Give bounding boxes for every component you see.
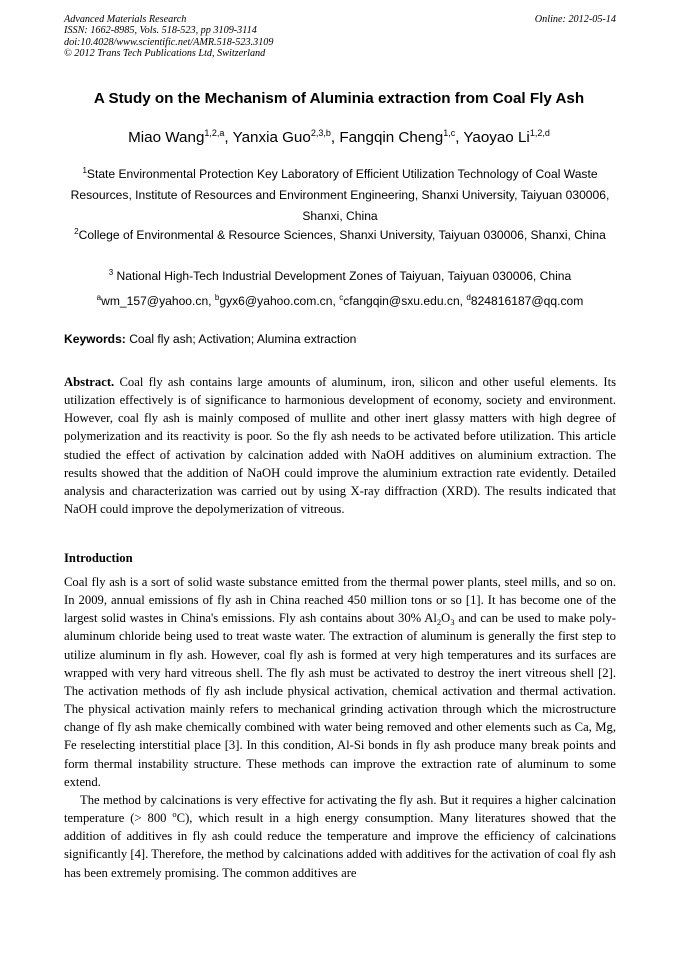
author-emails: $^a$wm_157@yahoo.cn, $^b$gyx6@yahoo.com.cn, $^c$cfangqin@sxu.edu.cn, $^d$824816187@qq.com bbox=[96, 293, 584, 308]
paper-title: A Study on the Mechanism of Aluminia extraction from Coal Fly Ash bbox=[93, 90, 585, 107]
affiliation-1: $^1$State Environmental Protection Key Laboratory of Efficient Utilization Technology of Coal Waste Resources, Institute of Resources and Environment Engineering, Shanxi University, Taiyuan 030006, Shanxi, China bbox=[70, 166, 610, 223]
section-heading: Introduction bbox=[64, 551, 133, 565]
author: Yanxia Guo$^{2,3,b}$, bbox=[232, 128, 340, 146]
author: Yaoyao Li$^{1,2,d}$ bbox=[463, 128, 550, 146]
abstract bbox=[64, 373, 616, 518]
keywords bbox=[64, 331, 616, 348]
copyright-line: © 2012 Trans Tech Publications Ltd, Switzerland bbox=[64, 48, 266, 60]
affiliation-2: $^2$College of Environmental & Resource Sciences, Shanxi University, Taiyuan 030006, Shanxi, China bbox=[74, 227, 606, 242]
online-date: Online: 2012-05-14 bbox=[534, 14, 616, 25]
affiliation-3: $^3$ National High-Tech Industrial Development Zones of Taiyuan, Taiyuan 030006, China bbox=[108, 268, 572, 283]
email-link[interactable]: 824816187@qq.com bbox=[470, 294, 584, 308]
issn-line: ISSN: 1662-8985, Vols. 518-523, pp 3109-3114 bbox=[64, 25, 257, 37]
abstract-label: Abstract. bbox=[64, 375, 115, 389]
paragraph: The method by calcinations is very effective for activating the fly ash. But it requires a higher calcination temperature (> 800 $^o$C), which result in a high energy consumption. Many literatures showed that the addition of additives in fly ash could reduce the temperature and improve the efficiency of calcinations significantly [4]. Therefore, the method by calcinations added with additives for the activation of coal fly ash has been extremely promising. The common additives are bbox=[64, 792, 616, 880]
email-link[interactable]: gyx6@yahoo.com.cn, bbox=[219, 294, 340, 308]
keywords-text: Coal fly ash; Activation; Alumina extraction bbox=[125, 332, 357, 346]
author-list bbox=[40, 128, 638, 148]
journal-name: Advanced Materials Research bbox=[64, 14, 187, 25]
introduction-body bbox=[64, 573, 616, 882]
author: Miao Wang$^{1,2,a}$, bbox=[128, 128, 233, 146]
email-link[interactable]: cfangqin@sxu.edu.cn, bbox=[343, 294, 467, 308]
email-link[interactable]: wm_157@yahoo.cn, bbox=[101, 294, 215, 308]
journal-header bbox=[64, 14, 616, 60]
author: Fangqin Cheng$^{1,c}$, bbox=[339, 128, 464, 146]
keywords-label: Keywords: bbox=[64, 332, 126, 346]
doi-line: doi:10.4028/www.scientific.net/AMR.518-523.3109 bbox=[64, 36, 274, 48]
abstract-text: Coal fly ash contains large amounts of aluminum, iron, silicon and other useful elements. Its utilization effectively is of significance to harmonious development of economy, society and environment. However, coal fly ash is mainly composed of mullite and other inert glassy matters with high degree of polymerization and its reactivity is poor. So the fly ash needs to be activated before utilization. This article studied the effect of activation by calcination added with NaOH additives on aluminium extraction. The results showed that the addition of NaOH could improve the aluminium extraction rate evidently. Detailed analysis and characterization was carried out by using X-ray diffraction (XRD). The results indicated that NaOH could improve the depolymerization of vitreous. bbox=[64, 375, 616, 517]
paragraph: Coal fly ash is a sort of solid waste substance emitted from the thermal power plants, steel mills, and so on. In 2009, annual emissions of fly ash in China reached 450 million tons or so [1]. It has become one of the largest solid wastes in China's emissions. Fly ash contains about 30% $Al_2O_3$ and can be used to make poly-aluminum chloride being used to treat waste water. The extraction of aluminum is generally the first step to utilize aluminum in fly ash. However, coal fly ash is formed at very high temperatures and its surfaces are wrapped with very hard vitreous shell. The fly ash must be activated to destroy the inert vitreous shell [2]. The activation methods of fly ash include physical activation, chemical activation and thermal activation. The physical activation mainly refers to mechanical grinding activation through which the microstructure change of fly ash make chemically combined with water being removed and other elements such as Ca, Mg, Fe reselecting interstitial place [3]. In this condition, Al-Si bonds in fly ash produce many break points and form thermal instability structure. These methods can improve the extraction rate of aluminum to some extend. bbox=[64, 575, 616, 789]
